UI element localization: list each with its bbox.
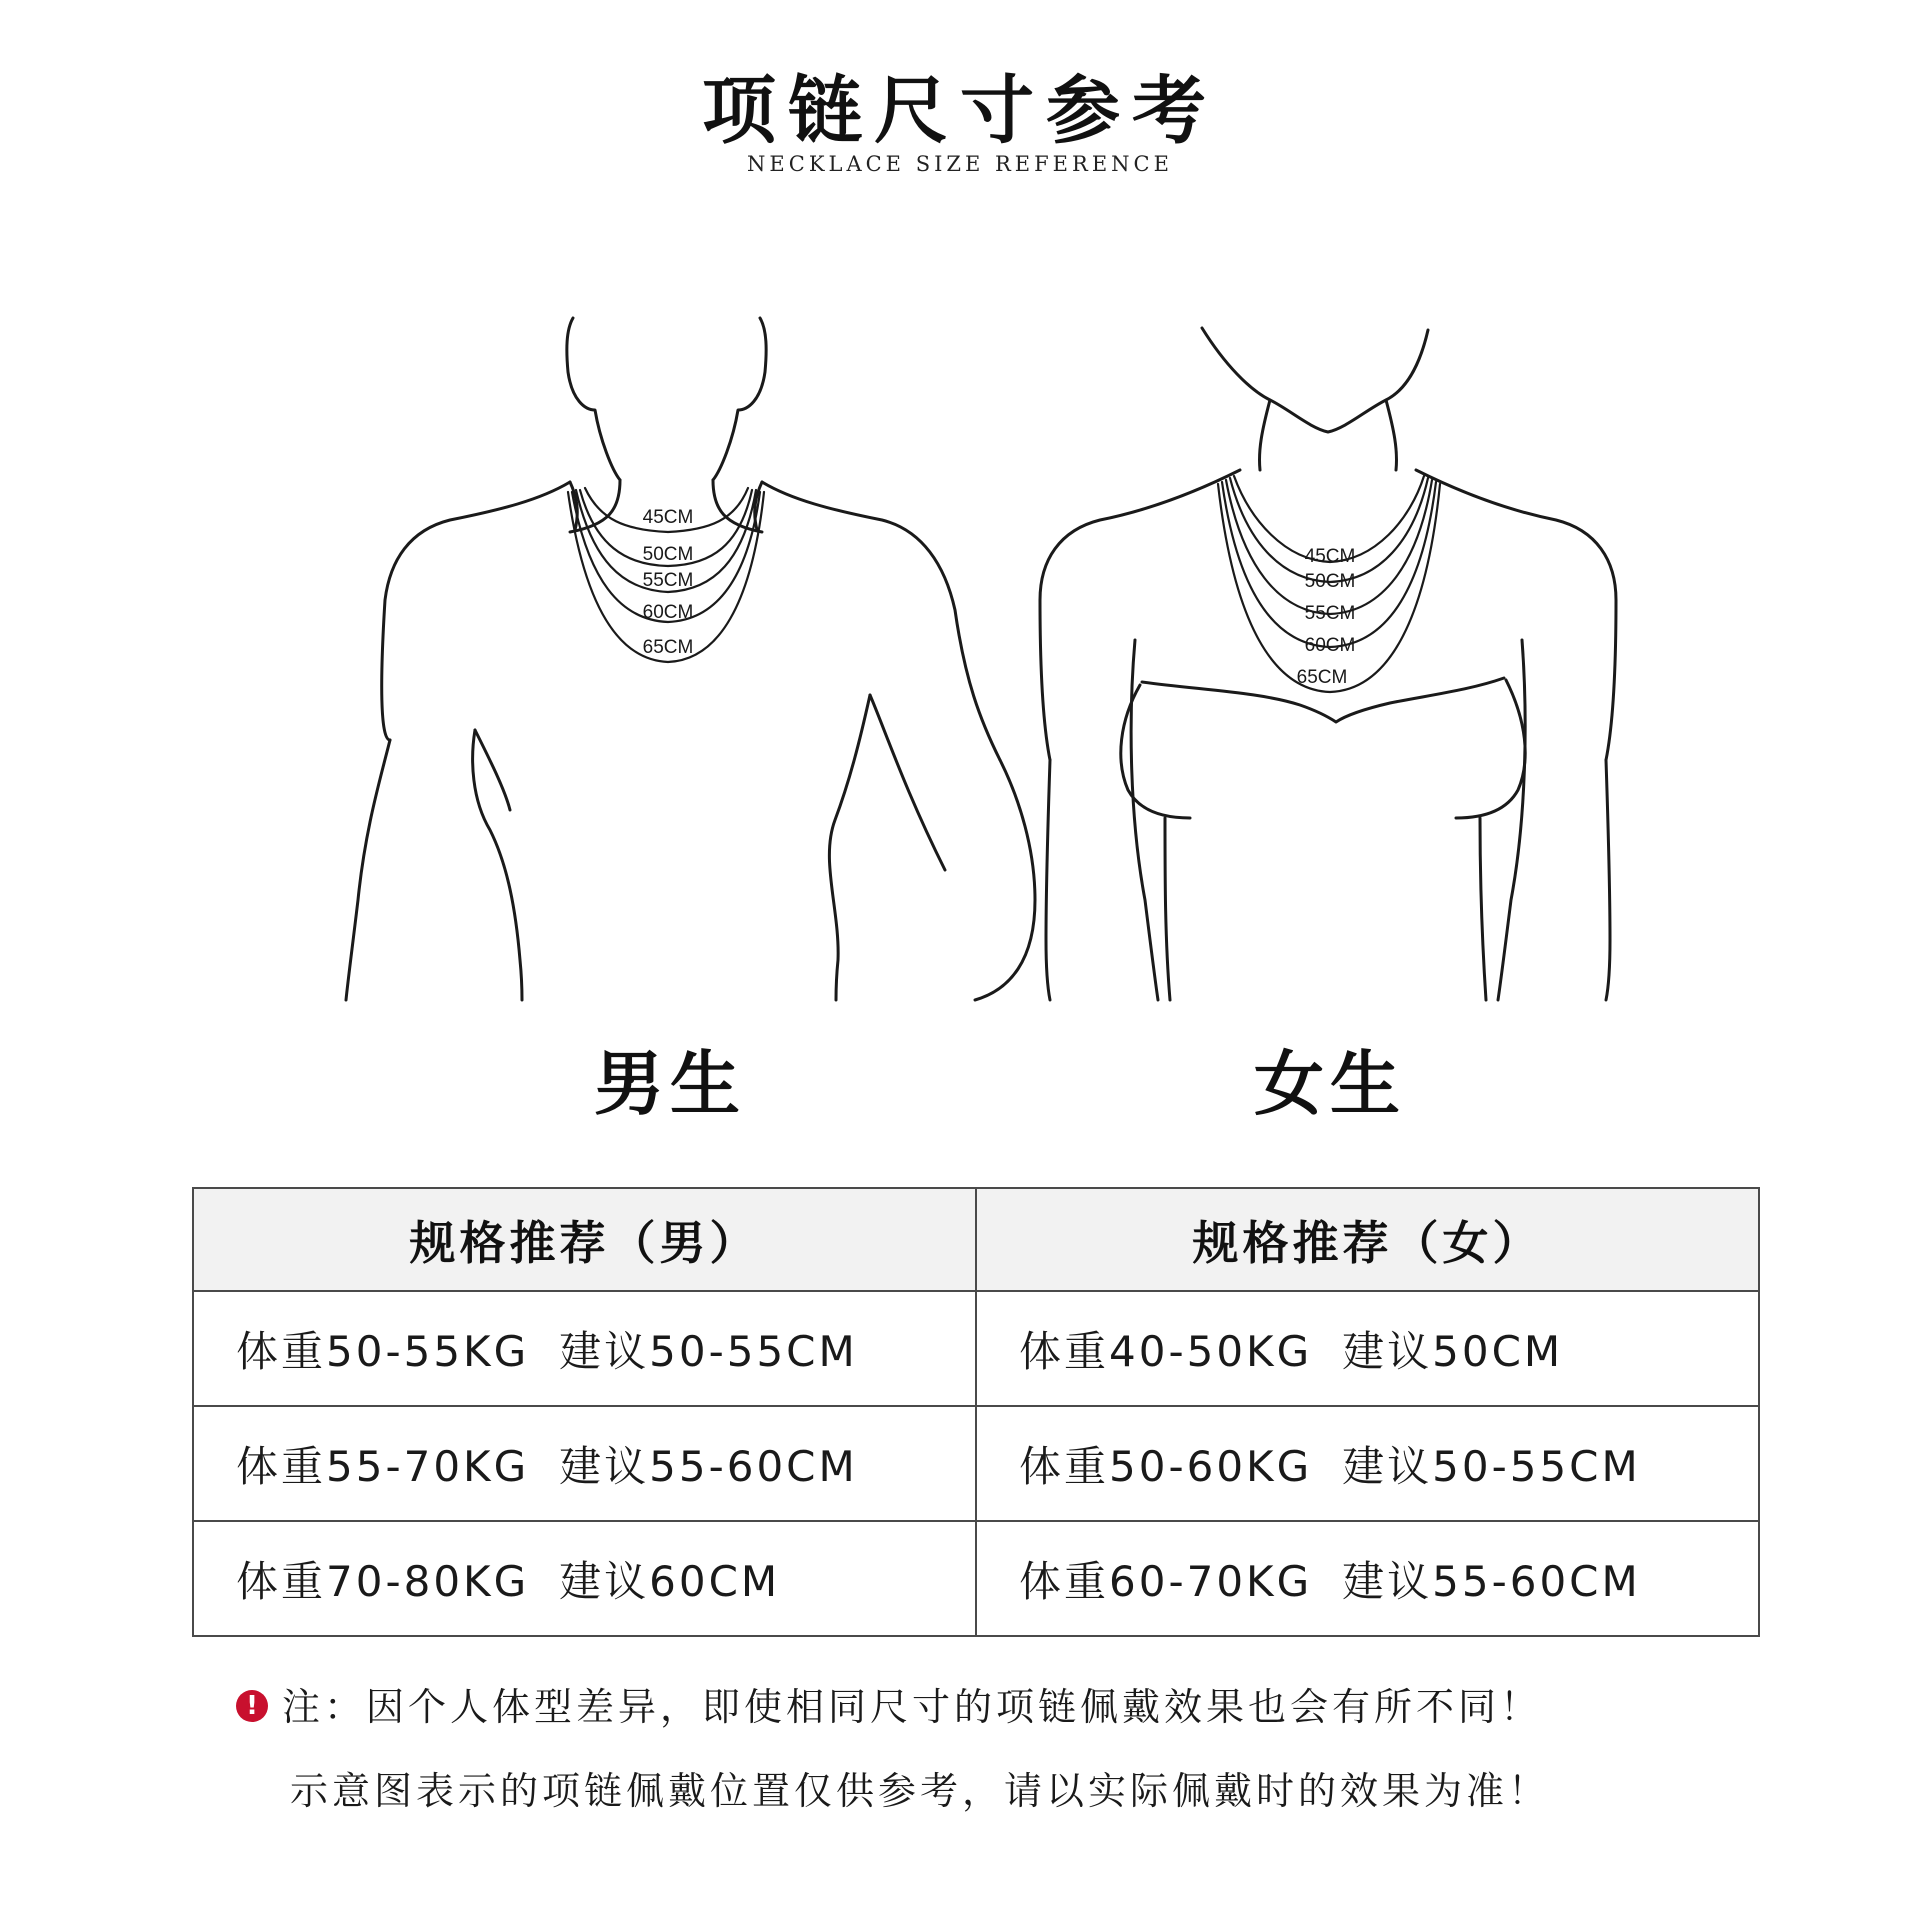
female-advice: 建议50CM — [1342, 1326, 1564, 1376]
table-row — [193, 1291, 1759, 1406]
page-subtitle: NECKLACE SIZE REFERENCE — [747, 152, 1173, 176]
female-label: 女生 — [1254, 1042, 1406, 1125]
male-advice: 建议55-60CM — [559, 1441, 858, 1491]
female-size-label-55: 55CM — [1304, 603, 1356, 624]
note-line-2: 示意图表示的项链佩戴位置仅供参考，请以实际佩戴时的效果为准！ — [290, 1769, 1551, 1813]
page-title: 项链尺寸参考 — [702, 68, 1218, 154]
female-cell — [976, 1406, 1759, 1521]
female-figure-outline — [1040, 328, 1616, 1000]
male-weight: 体重70-80KG — [236, 1556, 530, 1606]
exclamation-icon: ! — [236, 1690, 268, 1722]
male-label: 男生 — [594, 1042, 746, 1125]
male-weight: 体重50-55KG — [236, 1326, 530, 1376]
female-weight: 体重60-70KG — [1019, 1556, 1313, 1606]
female-size-label-65: 65CM — [1296, 667, 1348, 688]
female-size-label-50: 50CM — [1304, 571, 1356, 592]
male-size-label-60: 60CM — [642, 602, 694, 623]
female-weight: 体重50-60KG — [1019, 1441, 1313, 1491]
male-cell — [193, 1406, 976, 1521]
male-cell — [193, 1291, 976, 1406]
note-text-1: 注：因个人体型差异，即使相同尺寸的项链佩戴效果也会有所不同！ — [282, 1685, 1543, 1729]
male-figure-outline — [346, 318, 1035, 1000]
header-female: 规格推荐（女） — [976, 1188, 1759, 1291]
male-size-label-65: 65CM — [642, 637, 694, 658]
female-advice: 建议50-55CM — [1342, 1441, 1641, 1491]
note-line-1 — [236, 1676, 1542, 1731]
female-cell — [976, 1291, 1759, 1406]
table-row — [193, 1521, 1759, 1636]
table-row — [193, 1406, 1759, 1521]
male-size-label-55: 55CM — [642, 570, 694, 591]
male-size-label-50: 50CM — [642, 544, 694, 565]
size-recommendation-table — [192, 1187, 1760, 1637]
male-size-label-45: 45CM — [642, 507, 694, 528]
female-size-label-60: 60CM — [1304, 635, 1356, 656]
header-male: 规格推荐（男） — [193, 1188, 976, 1291]
male-weight: 体重55-70KG — [236, 1441, 530, 1491]
male-cell — [193, 1521, 976, 1636]
female-cell — [976, 1521, 1759, 1636]
table-header-row — [193, 1188, 1759, 1291]
female-size-label-45: 45CM — [1304, 546, 1356, 567]
male-advice: 建议60CM — [559, 1556, 781, 1606]
female-advice: 建议55-60CM — [1342, 1556, 1641, 1606]
female-weight: 体重40-50KG — [1019, 1326, 1313, 1376]
male-advice: 建议50-55CM — [559, 1326, 858, 1376]
